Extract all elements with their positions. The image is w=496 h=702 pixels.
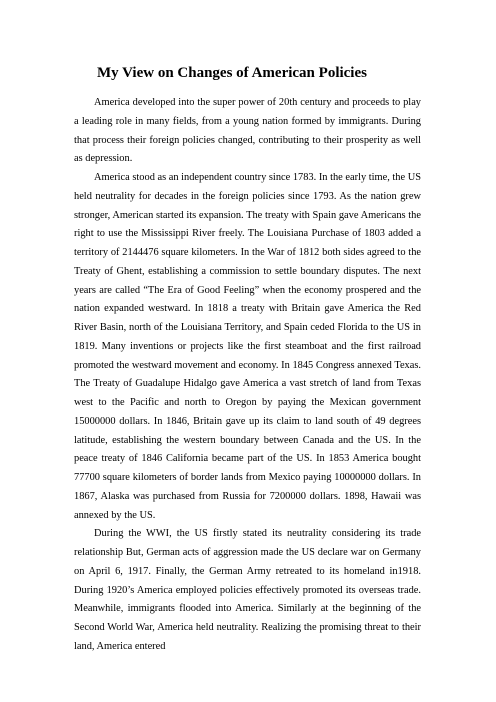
document-body xyxy=(74,94,421,657)
document-title xyxy=(0,64,496,82)
paragraph-intro: America developed into the super power of 20th century and proceeds to play a leading role in many fields, from a young nation formed by immigrants. During that process their foreign policies changed, contributing to their prosperity as well as depression. xyxy=(74,97,421,165)
document-title-text: My View on Changes of American Policies xyxy=(97,65,367,81)
paragraph-expansion: America stood as an independent country since 1783. In the early time, the US held neutrality for decades in the foreign policies since 1793. As the nation grew stronger, American started its expansion. The treaty with Spain gave Americans the right to use the Mississippi River freely. The Louisiana Purchase of 1803 added a territory of 2144476 square kilometers. In the War of 1812 both sides agreed to the Treaty of Ghent, establishing a commission to settle boundary disputes. The next years are called “The Era of Good Feeling” when the economy prospered and the nation expanded westward. In 1818 a treaty with Britain gave America the Red River Basin, north of the Louisiana Territory, and Spain ceded Florida to the US in 1819. Many inventions or projects like the first steamboat and the first railroad promoted the westward movement and economy. In 1845 Congress annexed Texas. The Treaty of Guadalupe Hidalgo gave America a vast stretch of land from Texas west to the Pacific and north to Oregon by paying the Mexican government 15000000 dollars. In 1846, Britain gave up its claim to land south of 49 degrees latitude, establishing the western boundary between Canada and the US. In the peace treaty of 1846 California became part of the US. In 1853 America bought 77700 square kilometers of border lands from Mexico paying 10000000 dollars. In 1867, Alaska was purchased from Russia for 7200000 dollars. 1898, Hawaii was annexed by the US. xyxy=(74,172,421,521)
paragraph-world-wars: During the WWI, the US firstly stated its neutrality considering its trade relationship But, German acts of aggression made the US declare war on Germany on April 6, 1917. Finally, the German Army retreated to its homeland in1918. During 1920’s America employed policies effectively promoted its overseas trade. Meanwhile, immigrants flooded into America. Similarly at the beginning of the Second World War, America held neutrality. Realizing the promising threat to their land, America entered xyxy=(74,528,421,652)
